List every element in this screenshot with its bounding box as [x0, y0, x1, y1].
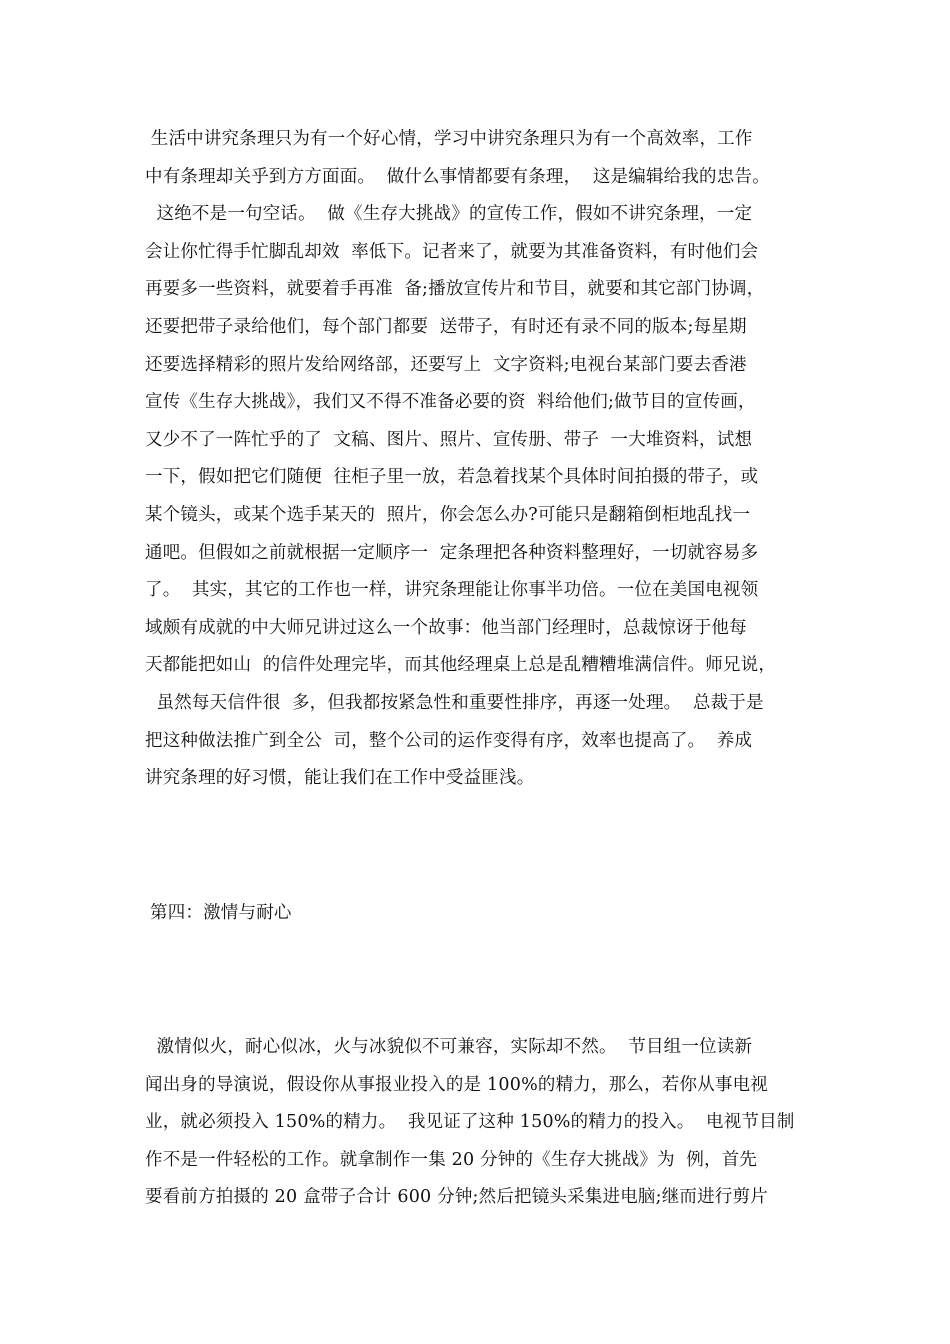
text-line: 再要多一些资料，就要着手再准 备;播放宣传片和节目，就要和其它部门协调， — [145, 279, 765, 300]
text-line: 某个镜头，或某个选手某天的 照片，你会怎么办?可能只是翻箱倒柜地乱找一 — [145, 504, 751, 525]
text-line: 还要选择精彩的照片发给网络部，还要写上 文字资料;电视台某部门要去香港 — [145, 354, 747, 375]
text-line: 要看前方拍摄的 20 盒带子合计 600 分钟;然后把镜头采集进电脑;继而进行剪片 — [145, 1187, 768, 1208]
text-line: 又少不了一阵忙乎的了 文稿、图片、照片、宣传册、带子 一大堆资料，试想 — [145, 429, 753, 450]
text-line: 域颇有成就的中大师兄讲过这么一个故事：他当部门经理时，总裁惊讶于他每 — [145, 617, 747, 638]
text-line: 虽然每天信件很 多，但我都按紧急性和重要性排序，再逐一处理。 总裁于是 — [145, 692, 764, 713]
text-line: 激情似火，耐心似冰，火与冰貌似不可兼容，实际却不然。 节目组一位读新 — [145, 1037, 753, 1057]
text-line: 天都能把如山 的信件处理完毕，而其他经理桌上总是乱糟糟堆满信件。师兄说， — [145, 655, 777, 676]
text-line: 中有条理却关乎到方方面面。 做什么事情都要有条理， 这是编辑给我的忠告。 — [145, 166, 770, 187]
text-line: 闻出身的导演说，假设你从事报业投入的是 100%的精力，那么，若你从事电视 — [145, 1074, 768, 1095]
text-line: 把这种做法推广到全公 司，整个公司的运作变得有序，效率也提高了。 养成 — [145, 730, 753, 751]
text-line: 宣传《生存大挑战》，我们又不得不准备必要的资 料给他们;做节目的宣传画， — [145, 392, 756, 413]
text-line: 作不是一件轻松的工作。就拿制作一集 20 分钟的《生存大挑战》为 例，首先 — [145, 1149, 758, 1170]
text-line: 讲究条理的好习惯，能让我们在工作中受益匪浅。 — [145, 768, 535, 789]
paragraph-passion-patience — [145, 1029, 815, 1217]
text-line: 还要把带子录给他们，每个部门都要 送带子，有时还有录不同的版本;每星期 — [145, 316, 747, 337]
section-heading-text: 第四：激情与耐心 — [150, 903, 292, 923]
text-line: 生活中讲究条理只为有一个好心情，学习中讲究条理只为有一个高效率，工作 — [145, 129, 753, 149]
paragraph-organization — [145, 121, 815, 798]
text-line: 这绝不是一句空话。 做《生存大挑战》的宣传工作，假如不讲究条理，一定 — [145, 204, 753, 225]
text-line: 通吧。但假如之前就根据一定顺序一 定条理把各种资料整理好，一切就容易多 — [145, 542, 759, 563]
text-line: 一下，假如把它们随便 往柜子里一放，若急着找某个具体时间拍摄的带子，或 — [145, 467, 759, 488]
text-line: 了。 其实，其它的工作也一样，讲究条理能让你事半功倍。一位在美国电视领 — [145, 580, 759, 601]
text-line: 会让你忙得手忙脚乱却效 率低下。记者来了，就要为其准备资料，有时他们会 — [145, 241, 759, 262]
text-line: 业，就必须投入 150%的精力。 我见证了这种 150%的精力的投入。 电视节目制 — [145, 1112, 795, 1133]
section-heading — [150, 895, 820, 933]
